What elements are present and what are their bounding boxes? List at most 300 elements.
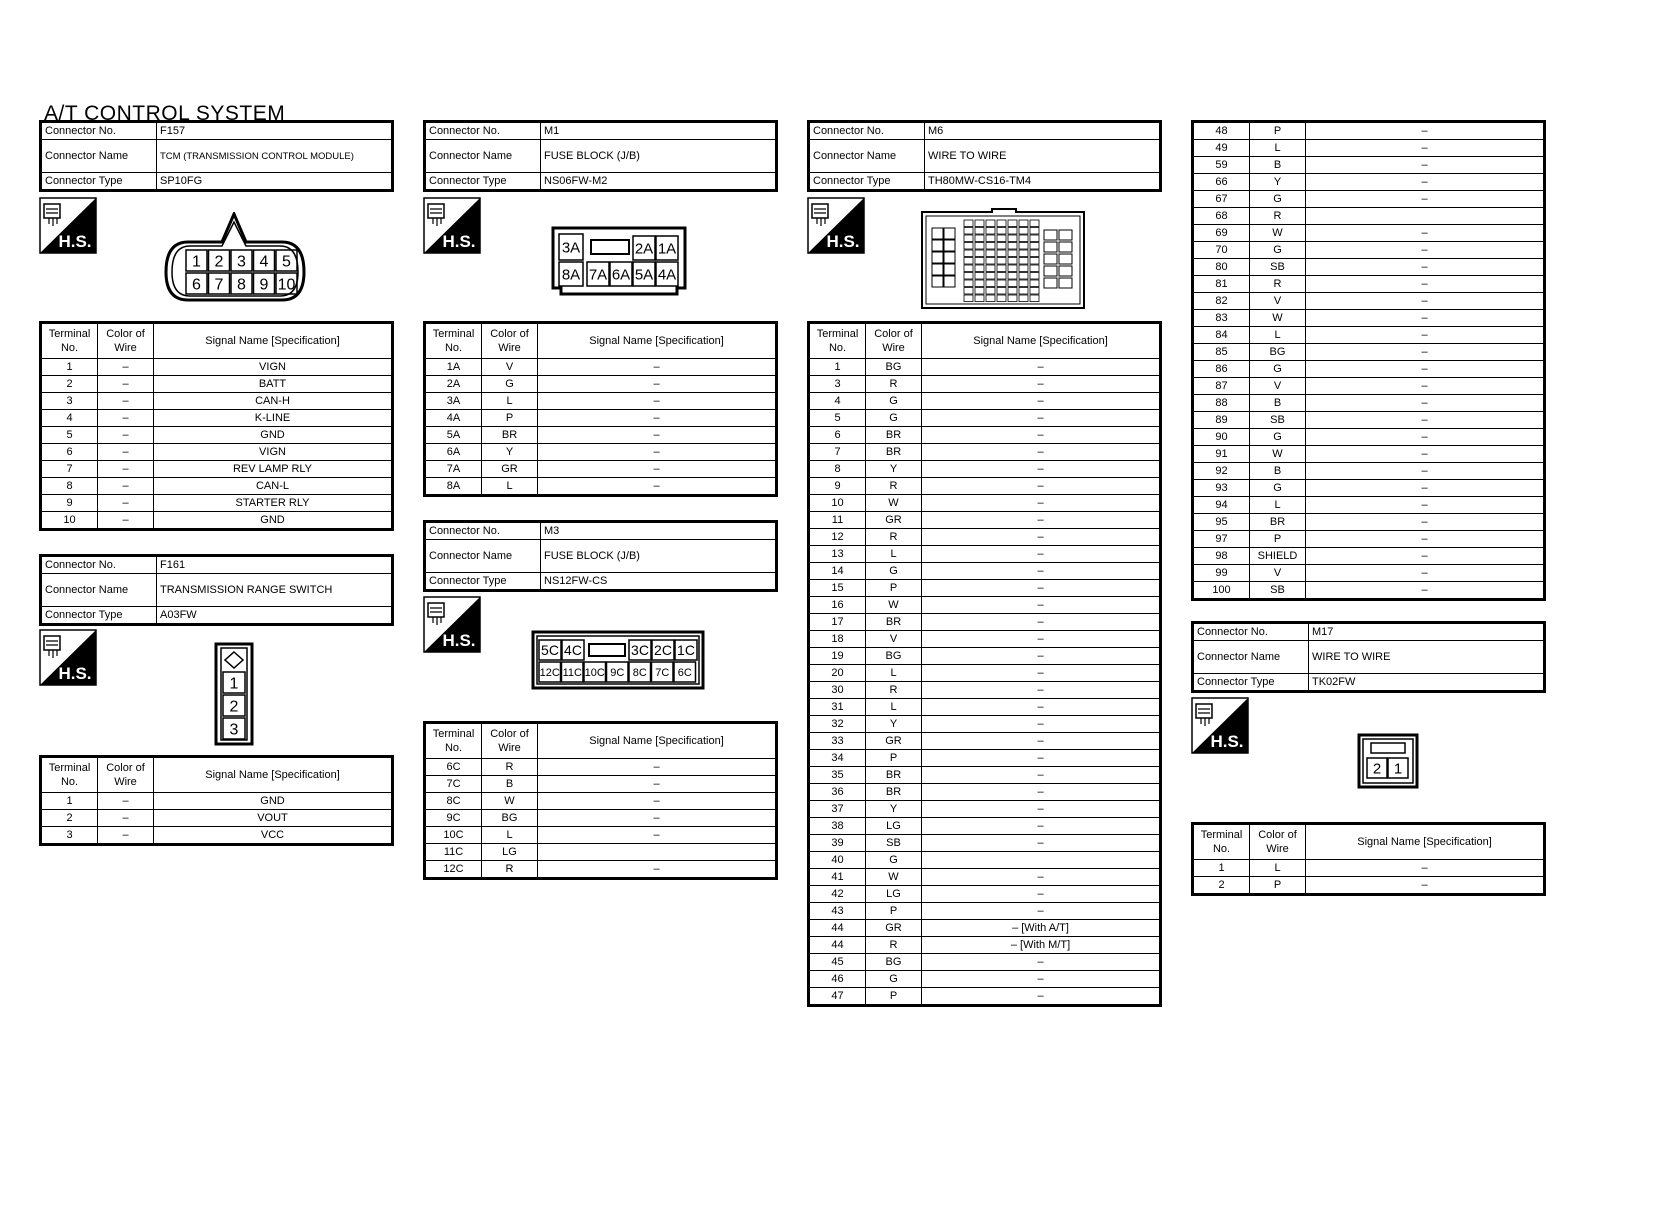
- wire-color-cell: L: [866, 546, 922, 563]
- table-row: [809, 478, 1161, 495]
- table-row: [1193, 140, 1545, 157]
- wire-color-cell: V: [866, 631, 922, 648]
- connector-type-value: NS12FW-CS: [541, 573, 777, 591]
- terminal-no-cell: 49: [1193, 140, 1250, 157]
- terminal-no-cell: 12: [809, 529, 866, 546]
- connector-type-label: Connector Type: [425, 573, 541, 591]
- pin-label: 3: [237, 253, 246, 271]
- terminal-no-cell: 9: [41, 495, 98, 512]
- connector-m1-terminal-table: [423, 321, 778, 497]
- wire-color-cell: G: [1250, 361, 1306, 378]
- signal-name-cell: –: [538, 393, 777, 410]
- table-row: [41, 461, 393, 478]
- terminal-no-cell: 47: [809, 988, 866, 1006]
- hs-label: H.S.: [826, 232, 860, 251]
- signal-name-cell: –: [538, 410, 777, 427]
- signal-name-cell: –: [1306, 242, 1545, 259]
- terminal-no-cell: 94: [1193, 497, 1250, 514]
- table-row: [1193, 191, 1545, 208]
- table-row: [809, 529, 1161, 546]
- table-row: [425, 776, 777, 793]
- table-row: [809, 444, 1161, 461]
- terminal-no-cell: 6A: [425, 444, 482, 461]
- signal-name-cell: –: [922, 410, 1161, 427]
- signal-name-cell: –: [922, 427, 1161, 444]
- connector-m1-info: [423, 120, 778, 192]
- signal-name-cell: –: [1306, 276, 1545, 293]
- signal-name-cell: –: [922, 359, 1161, 376]
- signal-name-cell: –: [1306, 174, 1545, 191]
- signal-name-cell: –: [922, 954, 1161, 971]
- wire-color-cell: V: [1250, 565, 1306, 582]
- table-row: [1193, 327, 1545, 344]
- wire-color-cell: –: [98, 393, 154, 410]
- connector-name-value: FUSE BLOCK (J/B): [541, 140, 777, 173]
- wire-color-cell: L: [1250, 327, 1306, 344]
- terminal-no-cell: 8A: [425, 478, 482, 496]
- terminal-no-cell: 7: [41, 461, 98, 478]
- table-row: [809, 699, 1161, 716]
- table-row: [41, 376, 393, 393]
- table-row: [809, 631, 1161, 648]
- table-row: [41, 444, 393, 461]
- signal-name-header: Signal Name [Specification]: [538, 723, 777, 759]
- table-row: [425, 427, 777, 444]
- terminal-no-cell: 44: [809, 937, 866, 954]
- signal-name-cell: [922, 852, 1161, 869]
- table-row: [1193, 208, 1545, 225]
- table-row: [41, 827, 393, 845]
- wire-color-cell: SB: [1250, 412, 1306, 429]
- wire-color-cell: R: [866, 529, 922, 546]
- connector-no-label: Connector No.: [425, 122, 541, 140]
- wire-color-cell: L: [1250, 140, 1306, 157]
- signal-name-cell: –: [922, 546, 1161, 563]
- wire-color-cell: W: [866, 495, 922, 512]
- connector-m6-terminal-table-continued: [1191, 120, 1546, 601]
- terminal-no-cell: 2: [41, 376, 98, 393]
- terminal-no-cell: 2: [1193, 877, 1250, 895]
- table-row: [809, 767, 1161, 784]
- signal-name-cell: VCC: [154, 827, 393, 845]
- table-row: [809, 648, 1161, 665]
- wire-color-cell: W: [1250, 446, 1306, 463]
- color-of-wire-header: Color of Wire: [482, 723, 538, 759]
- signal-name-cell: –: [1306, 548, 1545, 565]
- table-row: [809, 971, 1161, 988]
- connector-name-value: TCM (TRANSMISSION CONTROL MODULE): [157, 140, 393, 173]
- table-row: [809, 495, 1161, 512]
- connector-name-label: Connector Name: [1193, 641, 1309, 674]
- terminal-no-cell: 39: [809, 835, 866, 852]
- signal-name-cell: –: [922, 869, 1161, 886]
- pin-label: 1: [1393, 760, 1403, 778]
- wire-color-cell: –: [98, 359, 154, 376]
- terminal-no-cell: 7: [809, 444, 866, 461]
- signal-name-cell: –: [1306, 565, 1545, 582]
- wire-color-cell: G: [1250, 242, 1306, 259]
- connector-no-value: M6: [925, 122, 1161, 140]
- signal-name-cell: –: [1306, 877, 1545, 895]
- signal-name-cell: –: [1306, 122, 1545, 140]
- table-row: [41, 810, 393, 827]
- table-row: [1193, 276, 1545, 293]
- terminal-no-cell: 6: [41, 444, 98, 461]
- signal-name-cell: –: [922, 733, 1161, 750]
- wire-color-cell: W: [482, 793, 538, 810]
- wire-color-cell: R: [482, 759, 538, 776]
- terminal-no-cell: 69: [1193, 225, 1250, 242]
- signal-name-cell: –: [922, 988, 1161, 1006]
- wire-color-cell: BR: [866, 784, 922, 801]
- connector-no-label: Connector No.: [41, 556, 157, 574]
- page-title: A/T CONTROL SYSTEM: [44, 102, 286, 125]
- signal-name-cell: –: [538, 793, 777, 810]
- wire-color-cell: B: [482, 776, 538, 793]
- signal-name-cell: –: [538, 359, 777, 376]
- connector-type-value: SP10FG: [157, 173, 393, 191]
- connector-name-label: Connector Name: [425, 540, 541, 573]
- pin-label: 10C: [584, 666, 605, 679]
- signal-name-cell: CAN-L: [154, 478, 393, 495]
- table-row: [1193, 497, 1545, 514]
- table-row: [1193, 293, 1545, 310]
- wire-color-cell: GR: [866, 512, 922, 529]
- table-row: [41, 427, 393, 444]
- terminal-no-cell: 34: [809, 750, 866, 767]
- connector-type-label: Connector Type: [809, 173, 925, 191]
- wire-color-cell: L: [482, 393, 538, 410]
- table-row: [425, 844, 777, 861]
- signal-name-cell: –: [1306, 361, 1545, 378]
- table-row: [41, 393, 393, 410]
- terminal-no-cell: 10C: [425, 827, 482, 844]
- wire-color-cell: SHIELD: [1250, 548, 1306, 565]
- connector-name-value: WIRE TO WIRE: [925, 140, 1161, 173]
- signal-name-cell: –: [538, 461, 777, 478]
- wire-color-cell: R: [1250, 208, 1306, 225]
- wire-color-cell: Y: [482, 444, 538, 461]
- terminal-no-cell: 5: [41, 427, 98, 444]
- signal-name-cell: –: [922, 529, 1161, 546]
- connector-type-label: Connector Type: [41, 173, 157, 191]
- pin-label: 5: [282, 253, 291, 271]
- harness-side-icon: [423, 197, 481, 254]
- wire-color-cell: –: [98, 427, 154, 444]
- signal-name-cell: –: [1306, 446, 1545, 463]
- terminal-no-cell: 84: [1193, 327, 1250, 344]
- signal-name-cell: –: [922, 835, 1161, 852]
- signal-name-cell: –: [922, 682, 1161, 699]
- signal-name-cell: –: [922, 563, 1161, 580]
- wire-color-cell: SB: [866, 835, 922, 852]
- connector-m17-info: [1191, 621, 1546, 693]
- wire-color-cell: P: [482, 410, 538, 427]
- signal-name-cell: –: [1306, 463, 1545, 480]
- signal-name-cell: –: [1306, 140, 1545, 157]
- table-row: [425, 827, 777, 844]
- terminal-no-cell: 87: [1193, 378, 1250, 395]
- table-row: [809, 750, 1161, 767]
- wire-color-cell: BR: [482, 427, 538, 444]
- connector-type-value: TH80MW-CS16-TM4: [925, 173, 1161, 191]
- wire-color-cell: P: [1250, 122, 1306, 140]
- table-row: [809, 852, 1161, 869]
- terminal-no-cell: 5A: [425, 427, 482, 444]
- connector-m1-diagram: [551, 226, 687, 296]
- wire-color-cell: –: [98, 444, 154, 461]
- terminal-no-cell: 44: [809, 920, 866, 937]
- terminal-no-cell: 4: [809, 393, 866, 410]
- signal-name-cell: –: [922, 461, 1161, 478]
- terminal-no-cell: 41: [809, 869, 866, 886]
- signal-name-cell: –: [922, 631, 1161, 648]
- connector-no-value: F161: [157, 556, 393, 574]
- terminal-no-cell: 9: [809, 478, 866, 495]
- signal-name-cell: CAN-H: [154, 393, 393, 410]
- pin-label: 3: [229, 721, 239, 739]
- wire-color-cell: L: [1250, 497, 1306, 514]
- signal-name-cell: –: [1306, 860, 1545, 877]
- signal-name-cell: –: [922, 376, 1161, 393]
- terminal-no-cell: 6C: [425, 759, 482, 776]
- table-row: [1193, 378, 1545, 395]
- signal-name-cell: –: [1306, 412, 1545, 429]
- table-row: [1193, 395, 1545, 412]
- terminal-no-cell: 17: [809, 614, 866, 631]
- connector-m17-terminal-table: [1191, 822, 1546, 896]
- terminal-no-cell: 98: [1193, 548, 1250, 565]
- wire-color-cell: BR: [866, 444, 922, 461]
- wire-color-cell: BG: [1250, 344, 1306, 361]
- signal-name-cell: VIGN: [154, 359, 393, 376]
- table-row: [1193, 259, 1545, 276]
- wire-color-cell: W: [1250, 225, 1306, 242]
- connector-f161-info: [39, 554, 394, 626]
- table-row: [41, 478, 393, 495]
- terminal-no-cell: 2A: [425, 376, 482, 393]
- signal-name-cell: VOUT: [154, 810, 393, 827]
- terminal-no-cell: 3: [41, 393, 98, 410]
- connector-m17-diagram: [1357, 733, 1419, 789]
- terminal-no-header: Terminal No.: [41, 757, 98, 793]
- pin-label: 7C: [655, 666, 670, 679]
- wire-color-cell: V: [1250, 293, 1306, 310]
- table-row: [809, 716, 1161, 733]
- signal-name-cell: –: [922, 971, 1161, 988]
- terminal-no-cell: 35: [809, 767, 866, 784]
- wire-color-cell: LG: [866, 886, 922, 903]
- wire-color-cell: G: [866, 971, 922, 988]
- pin-label: 2A: [634, 240, 654, 258]
- wire-color-cell: BG: [866, 359, 922, 376]
- wire-color-cell: –: [98, 461, 154, 478]
- terminal-no-cell: 46: [809, 971, 866, 988]
- wire-color-cell: R: [482, 861, 538, 879]
- pin-label: 1: [192, 253, 201, 271]
- connector-type-value: A03FW: [157, 607, 393, 625]
- hs-label: H.S.: [58, 232, 92, 251]
- terminal-no-cell: 7C: [425, 776, 482, 793]
- harness-side-icon: [807, 197, 865, 254]
- wire-color-cell: L: [866, 665, 922, 682]
- wire-color-cell: W: [866, 869, 922, 886]
- table-row: [809, 580, 1161, 597]
- terminal-no-cell: 3: [41, 827, 98, 845]
- color-of-wire-header: Color of Wire: [98, 323, 154, 359]
- signal-name-cell: –: [538, 444, 777, 461]
- signal-name-cell: –: [1306, 531, 1545, 548]
- terminal-no-cell: 7A: [425, 461, 482, 478]
- table-row: [425, 478, 777, 496]
- pin-label: 10: [277, 276, 296, 294]
- table-row: [809, 359, 1161, 376]
- color-of-wire-header: Color of Wire: [98, 757, 154, 793]
- signal-name-cell: –: [538, 827, 777, 844]
- connector-f157-terminal-table: [39, 321, 394, 531]
- wire-color-cell: L: [866, 699, 922, 716]
- connector-name-value: TRANSMISSION RANGE SWITCH: [157, 574, 393, 607]
- signal-name-cell: –: [1306, 514, 1545, 531]
- terminal-no-cell: 100: [1193, 582, 1250, 600]
- terminal-no-cell: 93: [1193, 480, 1250, 497]
- connector-m3-diagram: [531, 630, 705, 690]
- signal-name-cell: –: [1306, 259, 1545, 276]
- signal-name-cell: –: [922, 903, 1161, 920]
- connector-name-label: Connector Name: [809, 140, 925, 173]
- connector-m6-diagram: [920, 208, 1086, 312]
- wire-color-cell: B: [1250, 463, 1306, 480]
- signal-name-cell: –: [922, 648, 1161, 665]
- terminal-no-cell: 95: [1193, 514, 1250, 531]
- terminal-no-cell: 1A: [425, 359, 482, 376]
- terminal-no-cell: 67: [1193, 191, 1250, 208]
- table-row: [425, 359, 777, 376]
- pin-label: 2: [1372, 760, 1382, 778]
- terminal-no-cell: 70: [1193, 242, 1250, 259]
- terminal-no-cell: 48: [1193, 122, 1250, 140]
- signal-name-cell: –: [922, 886, 1161, 903]
- signal-name-cell: –: [922, 478, 1161, 495]
- connector-no-label: Connector No.: [41, 122, 157, 140]
- terminal-no-cell: 8: [809, 461, 866, 478]
- terminal-no-cell: 3A: [425, 393, 482, 410]
- wire-color-cell: B: [1250, 157, 1306, 174]
- wire-color-cell: G: [482, 376, 538, 393]
- table-row: [809, 563, 1161, 580]
- table-row: [809, 818, 1161, 835]
- table-row: [809, 393, 1161, 410]
- table-row: [1193, 122, 1545, 140]
- signal-name-cell: –: [1306, 191, 1545, 208]
- signal-name-cell: REV LAMP RLY: [154, 461, 393, 478]
- terminal-no-cell: 6: [809, 427, 866, 444]
- terminal-no-cell: 10: [41, 512, 98, 530]
- table-row: [1193, 361, 1545, 378]
- wire-color-cell: P: [866, 580, 922, 597]
- pin-label: 6A: [611, 266, 631, 284]
- signal-name-cell: GND: [154, 793, 393, 810]
- signal-name-cell: K-LINE: [154, 410, 393, 427]
- pin-label: 6C: [677, 666, 692, 679]
- signal-name-cell: –: [1306, 480, 1545, 497]
- terminal-no-cell: 97: [1193, 531, 1250, 548]
- signal-name-cell: –: [1306, 378, 1545, 395]
- wire-color-cell: –: [98, 410, 154, 427]
- pin-label: 2: [214, 253, 224, 271]
- connector-name-label: Connector Name: [41, 140, 157, 173]
- signal-name-cell: –: [922, 750, 1161, 767]
- signal-name-cell: –: [1306, 395, 1545, 412]
- connector-name-label: Connector Name: [425, 140, 541, 173]
- pin-label: 7A: [588, 266, 608, 284]
- signal-name-cell: –: [538, 376, 777, 393]
- wire-color-cell: LG: [482, 844, 538, 861]
- table-row: [1193, 877, 1545, 895]
- table-row: [809, 512, 1161, 529]
- terminal-no-cell: 1: [41, 793, 98, 810]
- signal-name-cell: –: [922, 665, 1161, 682]
- terminal-no-cell: 38: [809, 818, 866, 835]
- terminal-no-cell: 83: [1193, 310, 1250, 327]
- wire-color-cell: R: [866, 376, 922, 393]
- connector-no-label: Connector No.: [809, 122, 925, 140]
- connector-no-label: Connector No.: [425, 522, 541, 540]
- signal-name-cell: –: [1306, 310, 1545, 327]
- hs-label: H.S.: [442, 232, 476, 251]
- table-row: [809, 937, 1161, 954]
- table-row: [1193, 412, 1545, 429]
- signal-name-cell: –: [1306, 582, 1545, 600]
- connector-name-label: Connector Name: [41, 574, 157, 607]
- terminal-no-header: Terminal No.: [809, 323, 866, 359]
- pin-label: 1C: [677, 642, 695, 659]
- wire-color-cell: –: [98, 376, 154, 393]
- pin-label: 8A: [561, 266, 581, 284]
- pin-label: 5C: [541, 642, 559, 659]
- table-row: [41, 512, 393, 530]
- table-row: [809, 427, 1161, 444]
- signal-name-cell: –: [922, 597, 1161, 614]
- pin-label: 11C: [562, 666, 582, 679]
- table-row: [809, 461, 1161, 478]
- wire-color-cell: B: [1250, 395, 1306, 412]
- wire-color-cell: G: [1250, 429, 1306, 446]
- connector-f157-diagram: [160, 212, 310, 302]
- table-row: [809, 801, 1161, 818]
- connector-no-value: M3: [541, 522, 777, 540]
- table-row: [809, 954, 1161, 971]
- wire-color-cell: BG: [866, 954, 922, 971]
- wire-color-cell: GR: [866, 920, 922, 937]
- table-row: [1193, 225, 1545, 242]
- terminal-no-cell: 20: [809, 665, 866, 682]
- terminal-no-cell: 11C: [425, 844, 482, 861]
- terminal-no-cell: 4A: [425, 410, 482, 427]
- table-row: [1193, 565, 1545, 582]
- wire-color-cell: –: [98, 827, 154, 845]
- wire-color-cell: BR: [866, 427, 922, 444]
- pin-label: 6: [192, 276, 201, 294]
- signal-name-cell: –: [922, 512, 1161, 529]
- wire-color-cell: G: [866, 852, 922, 869]
- table-row: [1193, 463, 1545, 480]
- wire-color-cell: –: [98, 478, 154, 495]
- wire-color-cell: P: [866, 903, 922, 920]
- terminal-no-cell: 5: [809, 410, 866, 427]
- terminal-no-cell: 3: [809, 376, 866, 393]
- table-row: [1193, 514, 1545, 531]
